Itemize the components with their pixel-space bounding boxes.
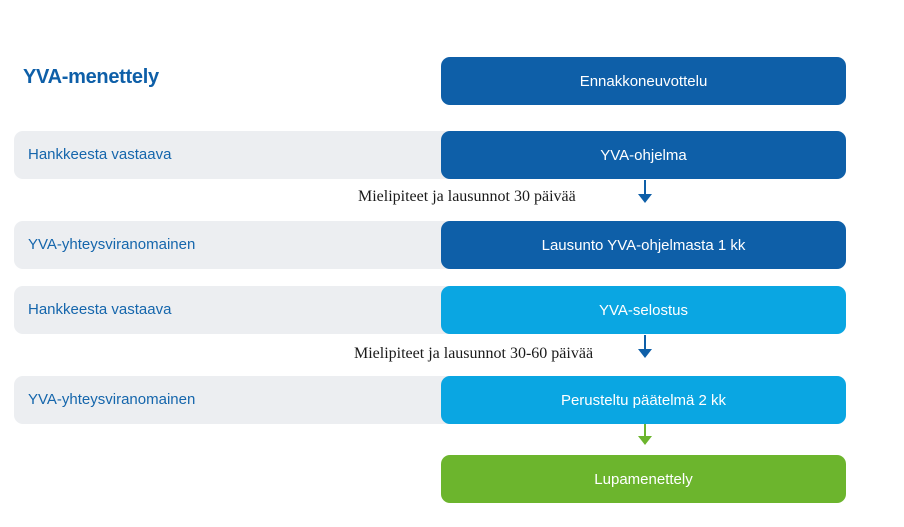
comment-period-note: Mielipiteet ja lausunnot 30 päivää: [358, 188, 576, 205]
lane-actor-label: Hankkeesta vastaava: [28, 146, 172, 163]
step-lupamenettely: [441, 455, 846, 503]
arrow-down-icon: [637, 424, 653, 448]
lane-actor-label: YVA-yhteysviranomainen: [28, 391, 196, 408]
step-label: Lausunto YVA-ohjelmasta 1 kk: [541, 236, 746, 254]
step-lausunto: [441, 221, 846, 269]
step-ennakkoneuvottelu: [441, 57, 846, 105]
step-perusteltu-paatelma: [441, 376, 846, 424]
step-yva-selostus: [441, 286, 846, 334]
arrow-down-icon: [637, 335, 653, 359]
lane-actor-label: YVA-yhteysviranomainen: [28, 236, 196, 253]
diagram-title: YVA-menettely: [23, 66, 159, 88]
step-label: Perusteltu päätelmä 2 kk: [560, 391, 727, 409]
step-label: YVA-ohjelma: [600, 146, 687, 164]
comment-period-note: Mielipiteet ja lausunnot 30-60 päivää: [354, 345, 594, 362]
step-label: YVA-selostus: [599, 301, 688, 319]
arrow-down-icon: [637, 180, 653, 204]
step-label: Ennakkoneuvottelu: [579, 72, 708, 90]
step-label: Lupamenettely: [594, 470, 693, 488]
step-yva-ohjelma: [441, 131, 846, 179]
lane-actor-label: Hankkeesta vastaava: [28, 301, 172, 318]
